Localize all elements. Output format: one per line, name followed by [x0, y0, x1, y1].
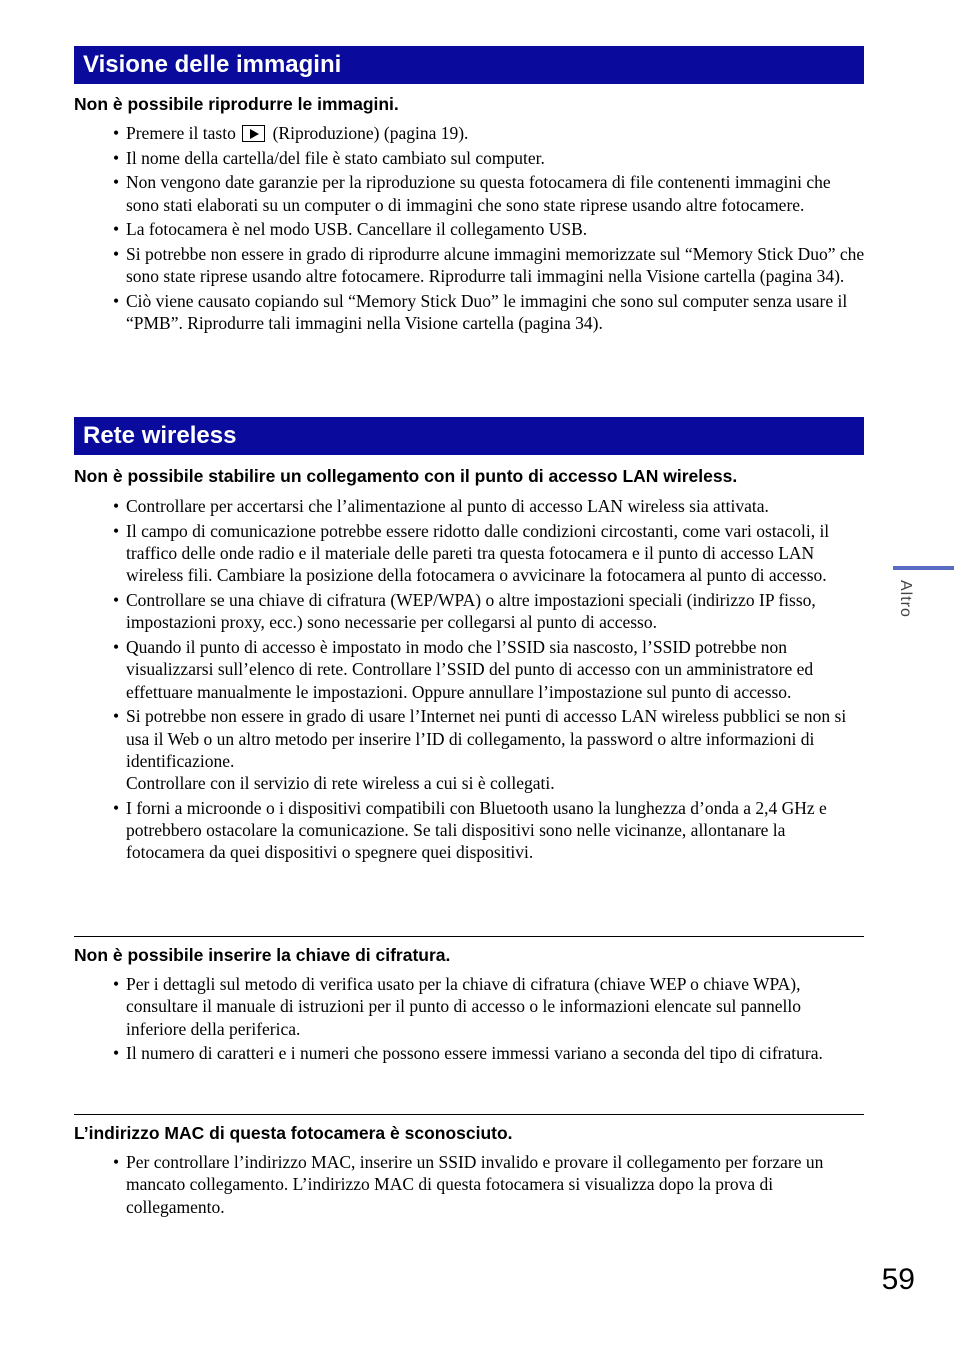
bullet-list: [113, 495, 865, 866]
list-item: • La fotocamera è nel modo USB. Cancellare il collegamento USB.: [113, 218, 865, 240]
problem-heading: Non è possibile stabilire un collegamento con il punto di accesso LAN wireless.: [74, 466, 738, 486]
side-tab-label: Altro: [897, 580, 914, 618]
list-item: • Si potrebbe non essere in grado di riprodurre alcune immagini memorizzate sul “Memory Stick Duo” che sono state riprese usando altre fotocamere. Riprodurre tali immagini nella Visione cartella (pagina 34).: [113, 243, 865, 288]
problem-heading: L’indirizzo MAC di questa fotocamera è sconosciuto.: [74, 1123, 513, 1143]
problem-heading: Non è possibile riprodurre le immagini.: [74, 94, 399, 114]
list-item: • Il numero di caratteri e i numeri che possono essere immessi variano a seconda del tipo di cifratura.: [113, 1042, 865, 1064]
bullet-list: [113, 973, 865, 1067]
list-item: • Controllare se una chiave di cifratura (WEP/WPA) o altre impostazioni speciali (indirizzo IP fisso, impostazioni proxy, ecc.) sono necessarie per collegarsi al punto di accesso.: [113, 589, 865, 634]
list-item: • Per controllare l’indirizzo MAC, inserire un SSID invalido e provare il collegamento per forzare un mancato collegamento. L’indirizzo MAC di questa fotocamera si visualizza dopo la prova di collegamento.: [113, 1151, 865, 1218]
play-icon: [242, 125, 265, 142]
section-title-rete-wireless: Rete wireless: [74, 417, 864, 455]
bullet-list: [113, 1151, 865, 1220]
divider: [74, 936, 864, 937]
bullet-list: [113, 122, 865, 337]
divider: [74, 1114, 864, 1115]
list-item: • I forni a microonde o i dispositivi compatibili con Bluetooth usano la lunghezza d’onda a 2,4 GHz e potrebbero ostacolare la comunicazione. Se tali dispositivi sono nelle vicinanze, allontanare la fotocamera da quei dispositivi o spegnere quei dispositivi.: [113, 797, 865, 864]
list-item: • Il nome della cartella/del file è stato cambiato sul computer.: [113, 147, 865, 169]
list-item: • Per i dettagli sul metodo di verifica usato per la chiave di cifratura (chiave WEP o chiave WPA), consultare il manuale di istruzioni per il punto di accesso o le informazioni elencate sul pannello inferiore della periferica.: [113, 973, 865, 1040]
list-item: • Quando il punto di accesso è impostato in modo che l’SSID sia nascosto, l’SSID potrebbe non visualizzarsi sull’elenco di rete. Controllare l’SSID del punto di accesso con un amministratore ed effettuare manualmente le impostazioni. Oppure annullare l’impostazione sul punto di accesso.: [113, 636, 865, 703]
list-item: • Ciò viene causato copiando sul “Memory Stick Duo” le immagini che sono sul computer senza usare il “PMB”. Riprodurre tali immagini nella Visione cartella (pagina 34).: [113, 290, 865, 335]
problem-heading: Non è possibile inserire la chiave di cifratura.: [74, 945, 451, 965]
page-number: 59: [881, 1263, 915, 1296]
list-item: • Il campo di comunicazione potrebbe essere ridotto dalle condizioni circostanti, come vari ostacoli, il traffico delle onde radio e il materiale delle pareti tra questa fotocamera e il punto di accesso LAN wireless fili. Cambiare la posizione della fotocamera o avvicinare la fotocamera al punto di accesso.: [113, 520, 865, 587]
list-item: • Premere il tasto (Riproduzione) (pagina 19).: [113, 122, 865, 144]
section-title-visione: Visione delle immagini: [74, 46, 864, 84]
list-item: • Controllare per accertarsi che l’alimentazione al punto di accesso LAN wireless sia attivata.: [113, 495, 865, 517]
list-item: • Si potrebbe non essere in grado di usare l’Internet nei punti di accesso LAN wireless pubblici se non si usa il Web o un altro metodo per inserire l’ID di collegamento, la password o altre informazioni di identificazione. Controllare con il servizio di rete wireless a cui si è collegati.: [113, 705, 865, 794]
list-item: • Non vengono date garanzie per la riproduzione su questa fotocamera di file contenenti immagini che sono stati elaborati su un computer o di immagini che sono state riprese usando altre fotocamere.: [113, 171, 865, 216]
side-tab-marker: [893, 566, 954, 570]
